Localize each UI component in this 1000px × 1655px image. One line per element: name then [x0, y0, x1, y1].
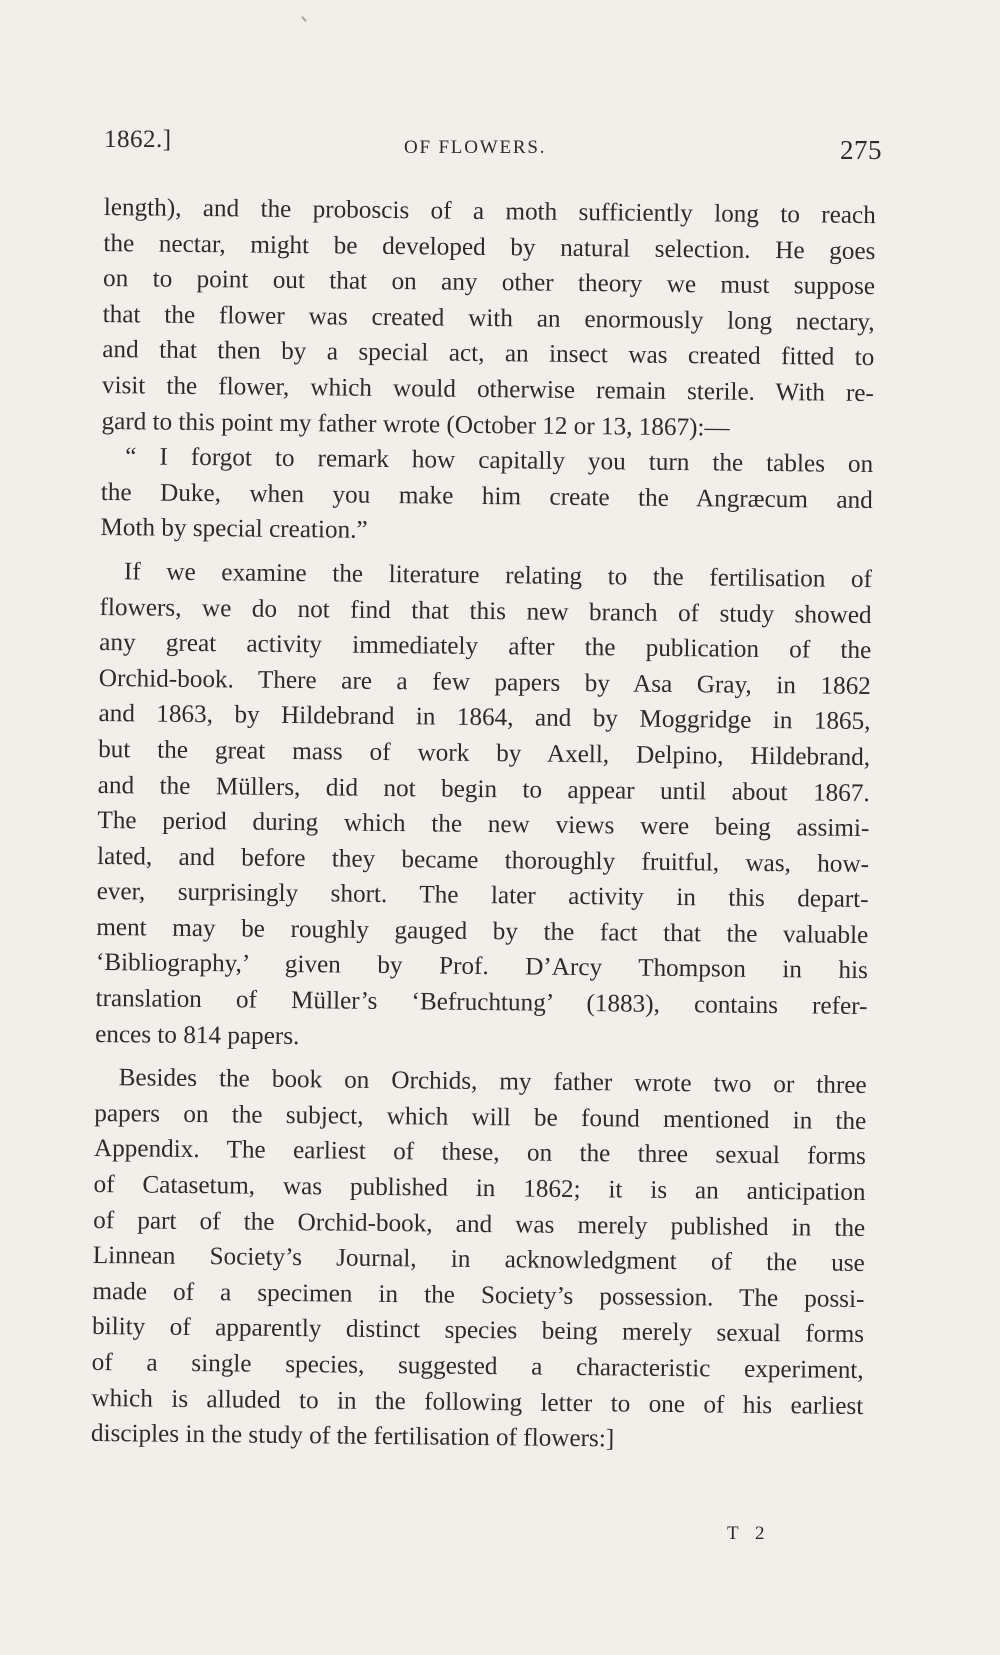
text-line: made of a specimen in the Society’s possession. The possi- [92, 1277, 865, 1313]
text-line: Orchid-book. There are a few papers by Asa Gray, in 1862 [98, 664, 871, 700]
text-line: Besides the book on Orchids, my father wrote two or three [118, 1064, 867, 1100]
text-line: Linnean Society’s Journal, in acknowledgment of the use [92, 1242, 865, 1278]
header-chapter-title: OF FLOWERS. [404, 137, 547, 158]
paper-speck [301, 16, 306, 22]
text-line: disciples in the study of the fertilisation of flowers:] [90, 1420, 615, 1453]
text-line: If we examine the literature relating to the fertilisation of [123, 558, 873, 594]
paragraph [95, 554, 872, 1060]
text-line: gard to this point my father wrote (October 12 or 13, 1867):— [101, 407, 730, 442]
text-line: which is alluded to in the following letter to one of his earliest [91, 1384, 864, 1420]
text-line: and that then by a special act, an insect was created fitted to [102, 336, 875, 372]
text-line: any great activity immediately after the publication of the [99, 629, 872, 665]
running-head [104, 118, 894, 164]
text-line: that the flower was created with an enormously long nectary, [102, 300, 875, 336]
text-line: “ I forgot to remark how capitally you turn the tables on [125, 443, 874, 479]
text-line: The period during which the new views were being assimi- [97, 807, 870, 843]
signature-mark: T 2 [727, 1523, 771, 1544]
text-line: flowers, we do not find that this new branch of study showed [99, 593, 872, 629]
text-line: bility of apparently distinct species being merely sexual forms [91, 1313, 865, 1349]
text-line: of a single species, suggested a characteristic experiment, [91, 1348, 864, 1385]
text-line: and the Müllers, did not begin to appear until about 1867. [97, 771, 870, 807]
text-line: on to point out that on any other theory we must suppose [102, 265, 876, 301]
page-number: 275 [840, 135, 882, 165]
text-line: lated, and before they became thoroughly fruitful, was, how- [96, 842, 870, 878]
text-line: the nectar, might be developed by natural selection. He goes [103, 229, 876, 265]
header-year: 1862.] [104, 126, 172, 153]
text-line: but the great mass of work by Axell, Delpino, Hildebrand, [98, 735, 871, 771]
paragraph [100, 439, 873, 554]
paragraph [91, 1060, 867, 1460]
text-line: visit the flower, which would otherwise remain sterile. With re- [101, 371, 875, 408]
text-line: ment may be roughly gauged by the fact that the valuable [96, 913, 869, 949]
text-line: translation of Müller’s ‘Befruchtung’ (1883), contains refer- [95, 985, 868, 1021]
text-line: Moth by special creation.” [100, 514, 368, 545]
text-line: the Duke, when you make him create the Angræcum and [100, 478, 873, 514]
text-line: length), and the proboscis of a moth sufficiently long to reach [103, 193, 876, 230]
text-line: Appendix. The earliest of these, on the three sexual forms [93, 1135, 867, 1171]
paragraph [101, 190, 876, 447]
text-line: ‘Bibliography,’ given by Prof. D’Arcy Thompson in his [95, 949, 869, 985]
text-line: ever, surprisingly short. The later activity in this depart- [96, 878, 869, 914]
text-line: of part of the Orchid-book, and was merely published in the [93, 1206, 866, 1242]
body-text [91, 190, 876, 1460]
text-line: and 1863, by Hildebrand in 1864, and by Moggridge in 1865, [98, 700, 871, 736]
text-line: papers on the subject, which will be found mentioned in the [94, 1099, 867, 1135]
text-line: of Catasetum, was published in 1862; it is an anticipation [93, 1170, 866, 1207]
text-line: ences to 814 papers. [95, 1020, 300, 1050]
